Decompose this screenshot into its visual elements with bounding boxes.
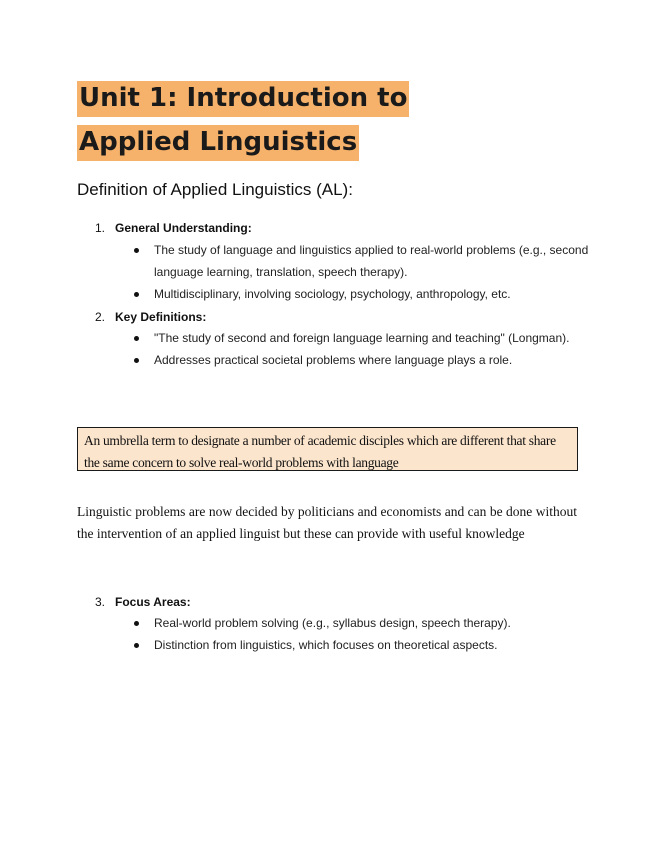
bullet-text: Multidisciplinary, involving sociology, psychology, anthropology, etc.	[154, 287, 511, 301]
bullet-icon	[134, 358, 139, 363]
bullet-item	[130, 349, 590, 371]
page-title-text: Unit 1: Introduction to Applied Linguistics	[77, 81, 409, 161]
bullet-item	[130, 283, 590, 305]
bullet-icon	[134, 292, 139, 297]
callout-box: An umbrella term to designate a number of academic disciples which are different that share the same concern to solve real-world problems with language	[77, 427, 578, 471]
bullet-icon	[134, 248, 139, 253]
bullet-list-focus-areas	[130, 612, 590, 656]
body-paragraph: Linguistic problems are now decided by politicians and economists and can be done without the intervention of an applied linguist but these can provide with useful knowledge	[77, 504, 577, 541]
bullet-icon	[134, 621, 139, 626]
bullet-text: Addresses practical societal problems where language plays a role.	[154, 353, 513, 367]
bullet-text: Distinction from linguistics, which focuses on theoretical aspects.	[154, 638, 498, 652]
bullet-item	[130, 634, 590, 656]
list-item-focus-areas	[95, 595, 191, 609]
bullet-item	[130, 239, 590, 283]
bullet-item	[130, 612, 590, 634]
bullet-text: The study of language and linguistics applied to real-world problems (e.g., second language learning, translation, speech therapy).	[154, 243, 589, 279]
list-label: General Understanding:	[115, 221, 252, 235]
bullet-text: "The study of second and foreign language learning and teaching" (Longman).	[154, 331, 570, 345]
bullet-icon	[134, 643, 139, 648]
bullet-item	[130, 327, 590, 349]
bullet-list-general-understanding	[130, 239, 590, 305]
list-item-general-understanding	[95, 221, 252, 235]
bullet-text: Real-world problem solving (e.g., syllabus design, speech therapy).	[154, 616, 511, 630]
list-number: 3.	[95, 595, 106, 609]
list-label: Key Definitions:	[115, 310, 207, 324]
section-heading: Definition of Applied Linguistics (AL):	[77, 180, 353, 199]
bullet-list-key-definitions	[130, 327, 590, 371]
list-number: 2.	[95, 310, 106, 324]
list-number: 1.	[95, 221, 106, 235]
list-label: Focus Areas:	[115, 595, 191, 609]
page-title	[77, 76, 517, 164]
bullet-icon	[134, 336, 139, 341]
list-item-key-definitions	[95, 310, 206, 324]
